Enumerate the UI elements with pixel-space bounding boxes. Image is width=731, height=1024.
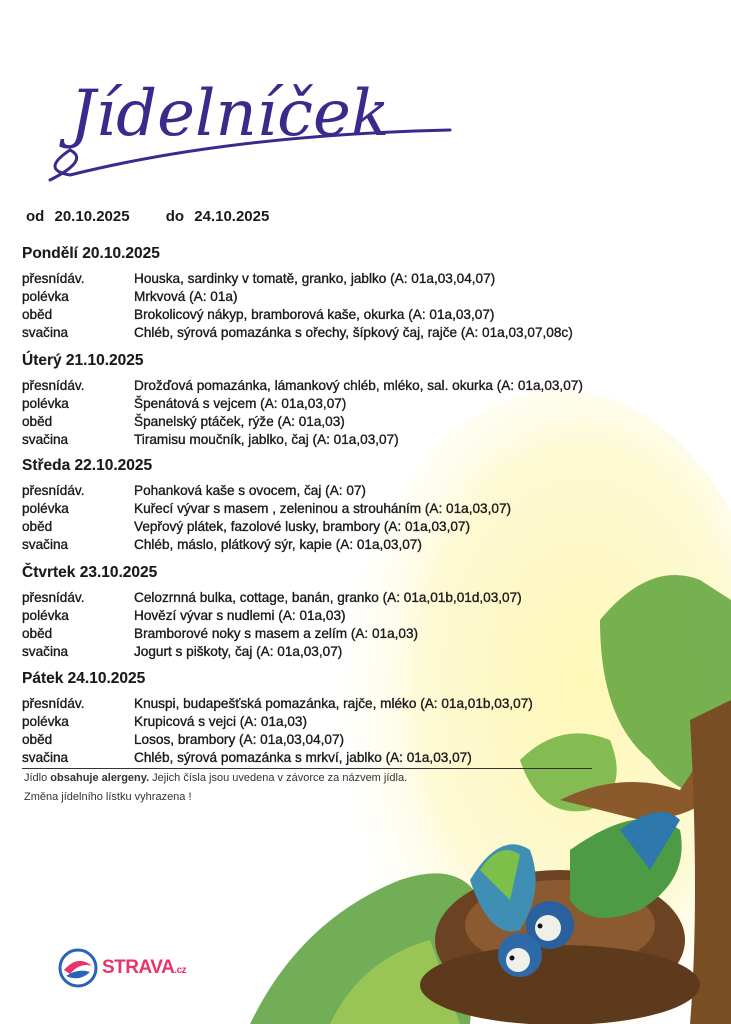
to-date: 24.10.2025 [194,208,270,225]
meal-label: polévka [22,608,69,623]
meal-food: Mrkvová (A: 01a) [134,289,238,304]
day-section [22,562,682,661]
meal-food: Chléb, sýrová pomazánka s mrkví, jablko (A: 01a,03,07) [134,750,472,765]
meal-row [22,625,682,643]
meal-food: Špenátová s vejcem (A: 01a,03,07) [134,396,347,411]
meal-row [22,413,682,431]
meal-row [22,500,682,518]
day-title: Úterý 21.10.2025 [22,352,144,369]
day-section [22,455,682,554]
meal-label: oběd [22,732,53,747]
meal-row [22,589,682,607]
meal-label: oběd [22,626,53,641]
meal-row [22,731,682,749]
meal-row [22,288,682,306]
meal-label: svačina [22,537,69,552]
date-range [26,208,269,225]
meal-row [22,270,682,288]
meal-label: oběd [22,414,53,429]
meal-food: Chléb, sýrová pomazánka s ořechy, šípkový čaj, rajče (A: 01a,03,07,08c) [134,325,573,340]
allergen-note: Jídlo obsahuje alergeny. Jejich čísla jsou uvedena v závorce za názvem jídla. [24,772,408,784]
meal-label: přesnídáv. [22,378,85,393]
meal-label: přesnídáv. [22,590,85,605]
meal-label: svačina [22,325,69,340]
meal-food: Chléb, máslo, plátkový sýr, kapie (A: 01a,03,07) [134,537,422,552]
meal-row [22,324,682,342]
meal-food: Brokolicový nákyp, bramborová kaše, okurka (A: 01a,03,07) [134,307,495,322]
meal-label: oběd [22,519,53,534]
meal-food: Kuřecí vývar s masem , zeleninou a strouháním (A: 01a,03,07) [134,501,512,516]
meal-food: Tiramisu moučník, jablko, čaj (A: 01a,03,07) [134,432,399,447]
meal-row [22,395,682,413]
meal-label: polévka [22,396,69,411]
meal-row [22,431,682,449]
meal-food: Bramborové noky s masem a zelím (A: 01a,03) [134,626,419,641]
title-wordmark [30,40,470,200]
from-label: od [26,208,45,225]
meal-row [22,713,682,731]
from-date: 20.10.2025 [54,208,130,225]
meal-row [22,643,682,661]
day-title: Středa 22.10.2025 [22,457,153,474]
meal-row [22,482,682,500]
meal-food: Pohanková kaše s ovocem, čaj (A: 07) [134,483,366,498]
meal-label: polévka [22,289,69,304]
meal-row [22,749,682,767]
meal-label: svačina [22,750,69,765]
meal-food: Krupicová s vejci (A: 01a,03) [134,714,308,729]
meal-food: Vepřový plátek, fazolové lusky, brambory (A: 01a,03,07) [134,519,470,534]
meal-label: přesnídáv. [22,696,85,711]
day-title: Pondělí 20.10.2025 [22,245,160,262]
strava-logo-icon [58,948,98,988]
meal-row [22,518,682,536]
day-section [22,350,682,449]
day-section [22,668,682,767]
meal-label: oběd [22,307,53,322]
divider [22,768,592,769]
meal-row [22,536,682,554]
day-title: Pátek 24.10.2025 [22,670,146,687]
meal-label: svačina [22,432,69,447]
meal-label: polévka [22,714,69,729]
meal-row [22,607,682,625]
meal-row [22,377,682,395]
day-section [22,243,682,342]
meal-label: přesnídáv. [22,483,85,498]
to-label: do [165,208,185,225]
meal-food: Španelský ptáček, rýže (A: 01a,03) [134,414,345,429]
strava-logo: STRAVA.cz [58,948,186,988]
day-title: Čtvrtek 23.10.2025 [22,564,158,581]
meal-food: Jogurt s piškoty, čaj (A: 01a,03,07) [134,644,343,659]
meal-row [22,306,682,324]
meal-food: Hovězí vývar s nudlemi (A: 01a,03) [134,608,346,623]
meal-food: Celozrnná bulka, cottage, banán, granko (A: 01a,01b,01d,03,07) [134,590,522,605]
page-title: Jídelníček [70,77,390,151]
meal-food: Houska, sardinky v tomatě, granko, jablko (A: 01a,03,04,07) [134,271,496,286]
meal-label: svačina [22,644,69,659]
meal-food: Drožďová pomazánka, lámankový chléb, mléko, sal. okurka (A: 01a,03,07) [134,378,583,393]
change-note: Změna jídelního lístku vyhrazena ! [24,791,192,803]
meal-label: polévka [22,501,69,516]
meal-label: přesnídáv. [22,271,85,286]
meal-row [22,695,682,713]
meal-food: Knuspi, budapešťská pomazánka, rajče, mléko (A: 01a,01b,03,07) [134,696,533,711]
meal-food: Losos, brambory (A: 01a,03,04,07) [134,732,345,747]
